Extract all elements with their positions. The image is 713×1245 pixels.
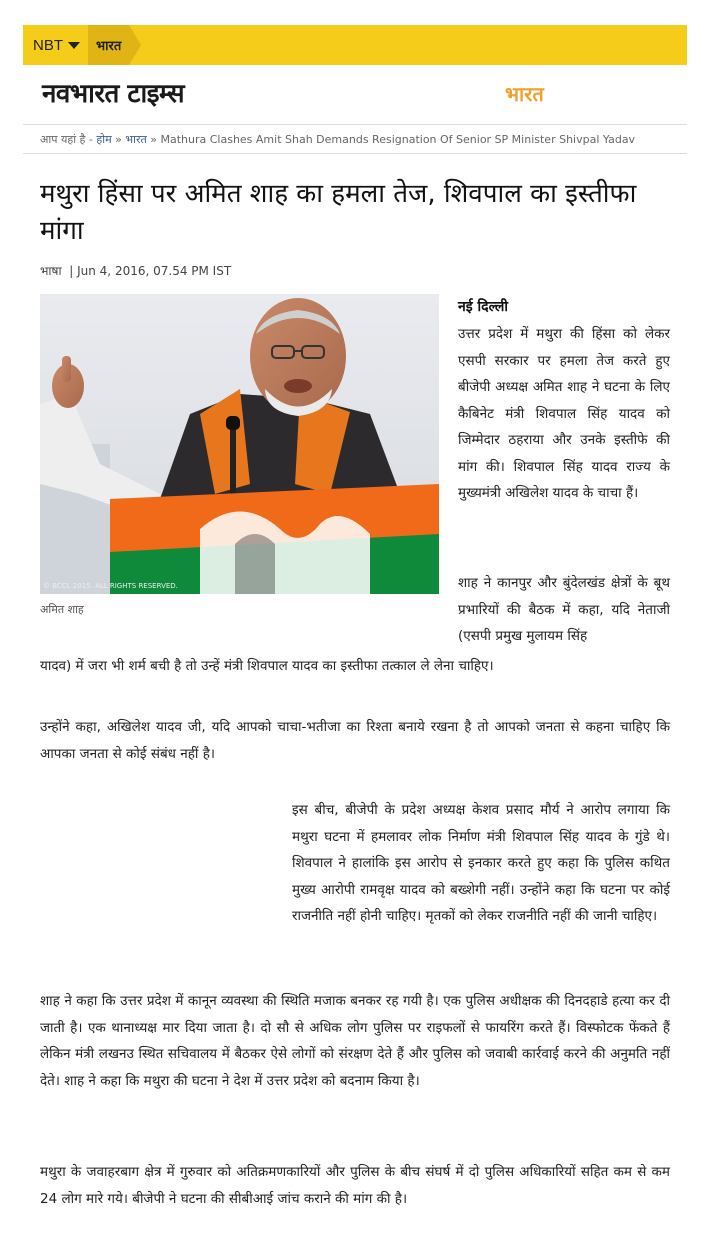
breadcrumb-current: Mathura Clashes Amit Shah Demands Resignation Of Senior SP Minister Shivpal Yadav (160, 133, 636, 146)
breadcrumb-prefix: आप यहां है - (40, 133, 93, 146)
divider (23, 153, 687, 154)
caret-down-icon (68, 42, 80, 49)
meta-separator: | (69, 264, 74, 278)
article-source: भाषा (40, 264, 62, 278)
article-date: Jun 4, 2016, 07.54 PM IST (77, 264, 232, 278)
article-paragraph: मथुरा के जवाहरबाग क्षेत्र में गुरुवार को अतिक्रमणकारियों और पुलिस के बीच संघर्ष में दो पुलिस अधिकारियों सहित कम से कम 24 लोग मारे गये। बीजेपी ने घटना की सीबीआई जांच कराने की मांग की है। (40, 1164, 670, 1207)
article-meta (40, 262, 231, 279)
article-title: मथुरा हिंसा पर अमित शाह का हमला तेज, शिवपाल का इस्तीफा मांगा (40, 179, 637, 246)
breadcrumb-home-link[interactable]: होम (96, 133, 112, 146)
nbt-menu-button[interactable] (23, 25, 88, 65)
image-caption: अमित शाह (40, 603, 84, 616)
nbt-brand-label: NBT (33, 36, 63, 54)
breadcrumb (40, 132, 685, 147)
section-heading[interactable]: भारत (505, 82, 544, 106)
image-credit: © BCCL 2015. ALL RIGHTS RESERVED. (43, 582, 178, 590)
breadcrumb-separator: » (115, 133, 122, 146)
dateline-place: नई दिल्ली (458, 299, 509, 315)
site-logo[interactable]: नवभारत टाइम्स (42, 79, 185, 109)
masthead (23, 66, 687, 125)
article-paragraph: उत्तर प्रदेश में मथुरा की हिंसा को लेकर एसपी सरकार पर हमला तेज करते हुए बीजेपी अध्यक्ष अमित शाह ने घटना के लिए कैबिनेट मंत्री शिवपाल सिंह यादव को जिम्मेदार ठहराया और उनके इस्तीफे की मांग की। शिवपाल सिंह यादव राज्य के मुख्यमंत्री अखिलेश यादव के चाचा हैं। (458, 326, 670, 501)
breadcrumb-separator: » (150, 133, 157, 146)
article-paragraph: उन्होंने कहा, अखिलेश यादव जी, यदि आपको चाचा-भतीजा का रिश्ता बनाये रखना है तो आपको जनता से कहना चाहिए कि आपका जनता से कोई संबंध नहीं है। (40, 719, 670, 762)
article-paragraph: शाह ने कहा कि उत्तर प्रदेश में कानून व्यवस्था की स्थिति मजाक बनकर रह गयी है। एक पुलिस अधीक्षक की दिनदहाडे हत्या कर दी जाती है। एक थानाध्यक्ष मार दिया जाता है। दो सौ से अधिक लोग पुलिस पर राइफलों से फायरिंग करते हैं। विस्फोटक फेंकते हैं लेकिन मंत्री लखनउ स्थित सचिवालय में बैठकर ऐसे लोगों को संरक्षण देते हैं और पुलिस को जवाबी कार्रवाई करने की अनुमति नहीं देते। शाह ने कहा कि मथुरा की घटना ने देश में उत्तर प्रदेश को बदनाम किया है। (40, 993, 670, 1089)
speaker-photo-illustration (40, 294, 439, 594)
top-navigation-bar (23, 25, 687, 65)
article-paragraph: इस बीच, बीजेपी के प्रदेश अध्यक्ष केशव प्रसाद मौर्य ने आरोप लगाया कि मथुरा घटना में हमलावर लोक निर्माण मंत्री शिवपाल सिंह यादव के गुंडे थे। शिवपाल ने हालांकि इस आरोप से इनकार करते हुए कहा कि पुलिस कथित मुख्य आरोपी रामवृक्ष यादव को बख्शेगी नहीं। उन्होंने कहा कि घटना पर कोई राजनीति नहीं होनी चाहिए। मृतकों को लेकर राजनीति नहीं की जानी चाहिए। (292, 802, 670, 924)
section-tab[interactable] (88, 25, 129, 65)
article-paragraph: शाह ने कानपुर और बुंदेलखंड क्षेत्रों के बूथ प्रभारियों की बैठक में कहा, यदि नेताजी (एसपी प्रमुख मुलायम सिंह (458, 575, 670, 644)
article-photo[interactable] (40, 294, 439, 594)
article-paragraph: यादव) में जरा भी शर्म बची है तो उन्हें मंत्री शिवपाल यादव का इस्तीफा तत्काल ले लेना चाहिए। (40, 658, 494, 674)
breadcrumb-section-link[interactable]: भारत (125, 133, 147, 146)
section-tab-label: भारत (96, 39, 122, 54)
